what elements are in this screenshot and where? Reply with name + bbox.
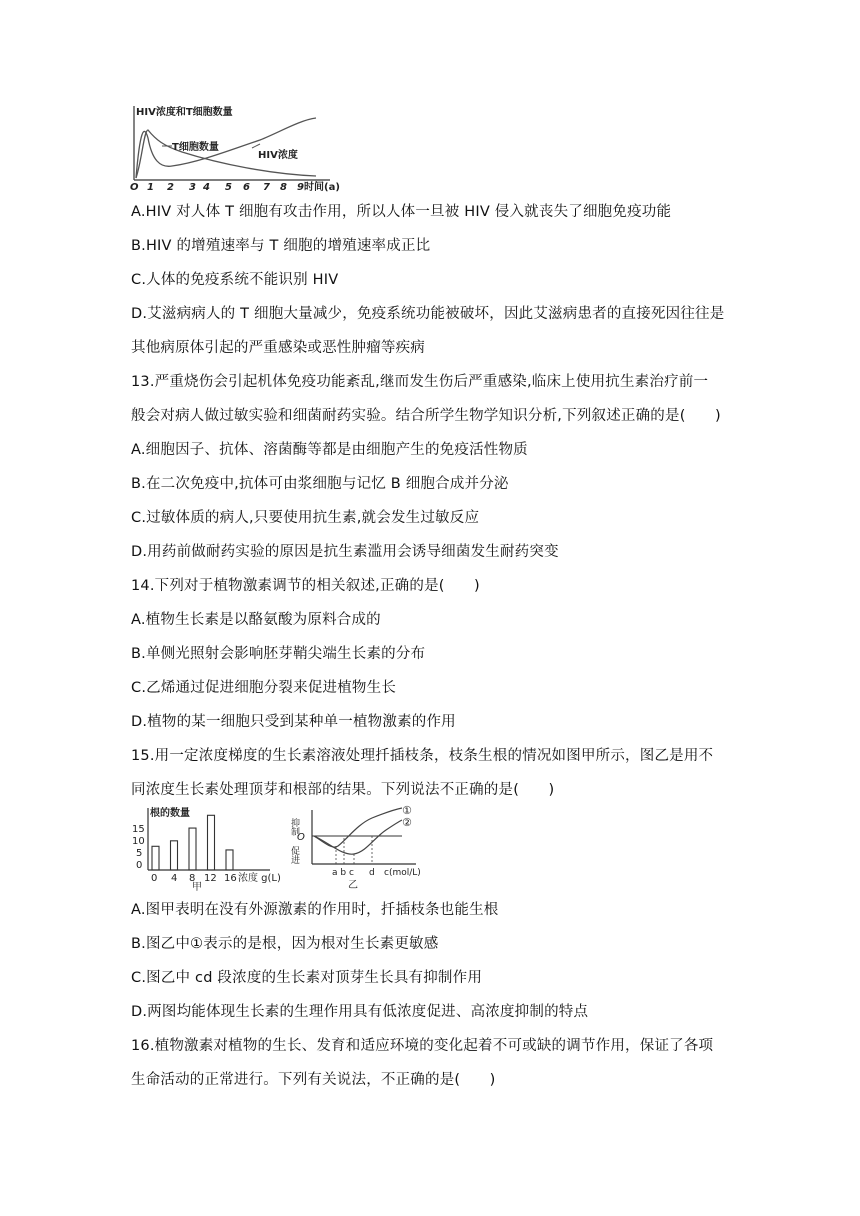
yi-ylabel-inhibit: 抑制 (289, 818, 299, 836)
q13-option-a: A.细胞因子、抗体、溶菌酶等都是由细胞产生的免疫活性物质 (131, 442, 528, 458)
jia-ytick: 0 (136, 860, 143, 871)
q15-stem: 15.用一定浓度梯度的生长素溶液处理扦插枝条，枝条生根的情况如图甲所示，图乙是用不 (131, 748, 714, 764)
hiv-tick: 9 (297, 182, 304, 193)
yi-curve-2 (314, 820, 402, 854)
q12-option-d-continued: 其他病原体引起的严重感染或恶性肿瘤等疾病 (131, 340, 425, 356)
jia-ytick: 5 (136, 848, 143, 859)
yi-curve-2-label: ② (402, 816, 412, 829)
jia-bar (152, 846, 159, 870)
q15-stem-continued: 同浓度生长素处理顶芽和根部的结果。下列说法不正确的是( ) (131, 782, 555, 798)
q12-option-c: C.人体的免疫系统不能识别 HIV (131, 272, 339, 288)
q13-stem-continued: 般会对病人做过敏实验和细菌耐药实验。结合所学生物学知识分析,下列叙述正确的是( ) (131, 408, 721, 424)
jia-xtick: 16 (224, 873, 237, 884)
rooting-bar-chart (120, 804, 281, 893)
jia-ylabel: 根的数量 (150, 808, 190, 819)
q15-option-a: A.图甲表明在没有外源激素的作用时，扦插枝条也能生根 (131, 902, 499, 918)
hiv-tick: 1 (147, 182, 154, 193)
q15-option-c: C.图乙中 cd 段浓度的生长素对顶芽生长具有抑制作用 (131, 970, 483, 986)
jia-ytick: 15 (132, 824, 145, 835)
hiv-tick: 7 (263, 182, 270, 193)
q12-option-b: B.HIV 的增殖速率与 T 细胞的增殖速率成正比 (131, 238, 431, 254)
jia-bar (189, 828, 196, 870)
hiv-tick: 6 (243, 182, 250, 193)
q14-option-d: D.植物的某一细胞只受到某种单一植物激素的作用 (131, 714, 456, 730)
hiv-tick: 5 (225, 182, 232, 193)
auxin-response-curves (289, 804, 432, 891)
q12-option-d: D.艾滋病病人的 T 细胞大量减少，免疫系统功能被破坏，因此艾滋病患者的直接死因往往是 (131, 306, 725, 322)
jia-caption: 甲 (192, 882, 202, 893)
q15-option-d: D.两图均能体现生长素的生理作用具有低浓度促进、高浓度抑制的特点 (131, 1004, 589, 1020)
hiv-tcell-graph (120, 100, 360, 192)
hiv-graph-ylabel: HIV浓度和T细胞数量 (136, 107, 233, 118)
hiv-tick: 2 (167, 182, 174, 193)
jia-bar (171, 841, 178, 870)
yi-curve-1-label: ① (402, 804, 412, 817)
hiv-tick: O (130, 182, 139, 193)
q13-option-c: C.过敏体质的病人,只要使用抗生素,就会发生过敏反应 (131, 510, 480, 526)
hiv-x-ticks (130, 182, 304, 193)
jia-bar (208, 815, 215, 870)
hiv-label-pointer (252, 144, 260, 148)
q15-option-b: B.图乙中①表示的是根，因为根对生长素更敏感 (131, 936, 439, 952)
q14-option-c: C.乙烯通过促进细胞分裂来促进植物生长 (131, 680, 397, 696)
hiv-tick: 3 (189, 182, 196, 193)
jia-bar (226, 850, 233, 870)
q16-stem: 16.植物激素对植物的生长、发育和适应环境的变化起着不可或缺的调节作用，保证了各项 (131, 1038, 714, 1054)
yi-xlabel: c(mol/L) (384, 868, 421, 878)
jia-xtick: 12 (204, 873, 217, 884)
q13-option-d: D.用药前做耐药实验的原因是抗生素滥用会诱导细菌发生耐药突变 (131, 544, 559, 560)
jia-xtick: 0 (151, 873, 158, 884)
jia-xtick: 8 (189, 873, 196, 884)
jia-ytick: 10 (132, 836, 145, 847)
hiv-label: HIV浓度 (258, 150, 298, 161)
q14-option-a: A.植物生长素是以酪氨酸为原料合成的 (131, 612, 381, 628)
yi-ylabel-zero: O (297, 832, 305, 843)
hiv-tick: 8 (280, 182, 287, 193)
hiv-graph-xlabel: 时间(a) (304, 182, 340, 193)
q13-option-b: B.在二次免疫中,抗体可由浆细胞与记忆 B 细胞合成并分泌 (131, 476, 509, 492)
hiv-concentration-curve (136, 118, 316, 178)
yi-mark-d: d (369, 868, 375, 878)
jia-xlabel: 浓度 g(L) (238, 873, 281, 884)
hiv-tick: 4 (203, 182, 210, 193)
q16-stem-continued: 生命活动的正常进行。下列有关说法，不正确的是( ) (131, 1072, 496, 1088)
yi-ylabel-promote: 促进 (289, 846, 299, 864)
yi-marks-abc: a b c (332, 868, 354, 878)
q13-stem: 13.严重烧伤会引起机体免疫功能紊乱,继而发生伤后严重感染,临床上使用抗生素治疗前一 (131, 374, 709, 390)
q14-stem: 14.下列对于植物激素调节的相关叙述,正确的是( ) (131, 578, 480, 594)
jia-xtick: 4 (171, 873, 178, 884)
t-cell-label: T细胞数量 (172, 142, 219, 153)
q12-option-a: A.HIV 对人体 T 细胞有攻击作用，所以人体一旦被 HIV 侵入就丧失了细胞免疫功能 (131, 204, 672, 220)
jia-bars (152, 815, 233, 870)
yi-caption: 乙 (348, 880, 358, 891)
q14-option-b: B.单侧光照射会影响胚芽鞘尖端生长素的分布 (131, 646, 426, 662)
